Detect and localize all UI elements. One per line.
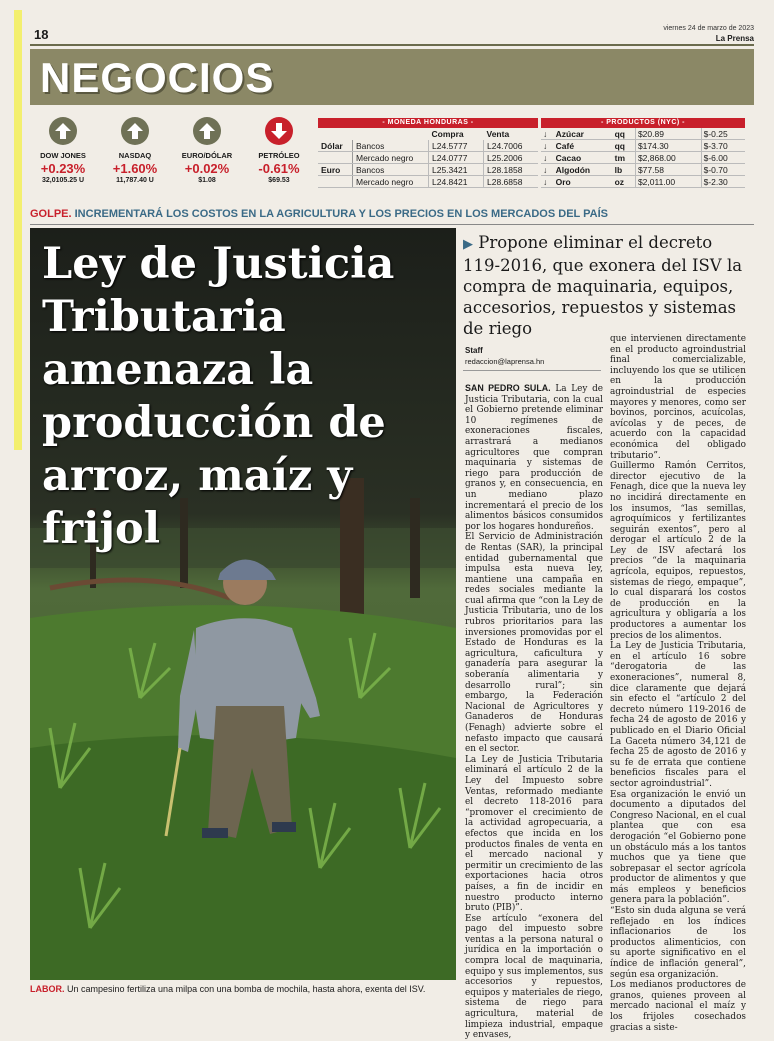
index-arrow-2: [193, 117, 221, 145]
table-row: [541, 128, 745, 140]
product-change: $-6.00: [701, 152, 745, 164]
arrow-up-icon: [125, 121, 145, 141]
index-change: +0.23%: [40, 161, 86, 176]
highlighter-mark: [14, 10, 22, 450]
index-name: NASDAQ: [118, 151, 152, 160]
index-euro-dolar: [178, 117, 236, 184]
arrow-up-icon: [197, 121, 217, 141]
caption-text: Un campesino fertiliza una milpa con una bomba de mochila, hasta ahora, exenta del ISV.: [67, 984, 426, 994]
section-title: NEGOCIOS: [40, 54, 275, 101]
arrow-down-icon: ↓: [541, 152, 554, 164]
index-change: -0.61%: [258, 161, 300, 176]
arrow-down-icon: ↓: [541, 140, 554, 152]
product-unit: oz: [613, 176, 636, 188]
index-name: PETRÓLEO: [258, 151, 300, 160]
dateline: SAN PEDRO SULA.: [465, 383, 551, 393]
kicker: [30, 208, 608, 220]
arrow-down-icon: ↓: [541, 164, 554, 176]
index-value: 32,0105.25 U: [41, 177, 85, 184]
paragraph: Ese artículo “exonera del pago del impuesto sobre ventas a la persona natural o jurídica en la importación o compra local de maquinaria, equipo y sus implementos, sus accesorios y repuestos, equipos y materiales de riego, sistema de riego para agricultura, material de limpieza industrial, empaque y envases,: [465, 913, 603, 1041]
page-number: 18: [34, 27, 49, 42]
paragraph: Guillermo Ramón Cerritos, director ejecutivo de la Fenagh, dice que la nueva ley no incidirá directamente en los insumos, “las semillas, agroquímicos y fertilizantes seguirán exentos”, pero al derogar el artículo 2 de la Ley de ISV afectará los precios “de la maquinaria agrícola, equipos, repuestos, sistemas de riego, empaque”, lo cual disparará los costos de producción en la agricultura y obligaría a los productores a aumentar los precios de los alimentos.: [610, 461, 746, 641]
table-row: [541, 176, 745, 188]
index-name: DOW JONES: [40, 151, 86, 160]
paragraph: La Ley de Justicia Tributaria, en el artículo 16 sobre “derogatoria de las exoneraciones”, numeral 8, dice claramente que dejará sin efecto el “artículo 2 del decreto número 119-2016 de fecha 24 de agosto de 2016 y publicado en el Diario Oficial La Gaceta número 34,121 de fecha 25 de agosto de 2016 y su fe de errata que contiene beneficios fiscales para el sector agroindustrial”.: [610, 641, 746, 789]
product-name: Cacao: [554, 152, 613, 164]
paragraph-text: La Ley de Justicia Tributaria, con la cual el Gobierno pretende eliminar 10 regímenes de exoneraciones fiscales, arrastrará a medianos agricultores que compran maquinaria y sistemas de riego para producción de granos y, en consecuencia, en un mediano plazo incrementará el precio de los alimentos básicos consumidos por los hogares hondureños.: [465, 384, 604, 532]
index-arrow-0: [49, 117, 77, 145]
index-change: +0.02%: [184, 161, 230, 176]
product-unit: tm: [613, 152, 636, 164]
byline-email[interactable]: redaccion@laprensa.hn: [465, 357, 545, 366]
paragraph: [465, 383, 603, 532]
product-unit: qq: [613, 128, 636, 140]
sell-rate: L24.7006: [484, 140, 539, 152]
product-name: Café: [554, 140, 613, 152]
index-petroleo: [250, 117, 308, 184]
paragraph: “Esto sin duda alguna se verá reflejado en los índices inflacionarios de los productos alimenticios, con su aporte significativo en el índice de inflación general”, según esa organización.: [610, 906, 746, 980]
kicker-rule: [30, 224, 754, 225]
caption-tag: LABOR.: [30, 984, 65, 994]
table-row: [541, 152, 745, 164]
body-column-1: [465, 383, 603, 1041]
product-unit: lb: [613, 164, 636, 176]
sell-rate: L28.1858: [484, 164, 539, 176]
currency-name: Dólar: [318, 140, 353, 152]
kicker-text: INCREMENTARÁ LOS COSTOS EN LA AGRICULTURA Y LOS PRECIOS EN LOS MERCADOS DEL PAÍS: [74, 208, 608, 220]
sell-header: Venta: [486, 129, 510, 139]
table-row: [318, 176, 538, 188]
section-header: [30, 49, 754, 105]
byline-author: Staff: [465, 346, 483, 355]
currency-name: [318, 152, 353, 164]
product-change: $-0.25: [701, 128, 745, 140]
index-change: +1.60%: [112, 161, 158, 176]
market-name: Bancos: [353, 140, 429, 152]
deck-text: Propone eliminar el decreto 119-2016, que exonera del ISV la compra de maquinaria, equipos, accesorios, repuestos y sistemas de riego: [463, 233, 743, 338]
index-dow-jones: [34, 117, 92, 184]
index-nasdaq: [106, 117, 164, 184]
currency-table: [318, 118, 538, 188]
paragraph: La Ley de Justicia Tributaria eliminará el artículo 2 de la Ley del Impuesto sobre Ventas, reformado mediante el decreto 118-2016 para “promover el crecimiento de la actividad agropecuaria, a efectos que incida en los productos finales de venta en el mercado nacional y permitir un crecimiento de las exportaciones hacia otros países, a fin de incidir en nuestro producto interno bruto (PIB)”.: [465, 754, 603, 914]
index-value: $69.53: [268, 177, 290, 184]
currency-name: Euro: [318, 164, 353, 176]
currency-table-title: - MONEDA HONDURAS -: [318, 118, 538, 128]
arrow-down-icon: ↓: [541, 176, 554, 188]
table-row: [318, 140, 538, 152]
lead-photo: [30, 228, 456, 980]
market-name: Bancos: [353, 164, 429, 176]
deck: [463, 232, 748, 339]
product-price: $20.89: [635, 128, 701, 140]
table-row: [318, 164, 538, 176]
paragraph: Los medianos productores de granos, quienes proveen al mercado nacional el maíz y los frijoles cosechados gracias a siste-: [610, 980, 746, 1033]
product-price: $2,868.00: [635, 152, 701, 164]
index-name: EURO/DÓLAR: [181, 151, 233, 160]
currency-name: [318, 176, 353, 188]
product-change: $-3.70: [701, 140, 745, 152]
paragraph: Esa organización le envió un documento a diputados del Congreso Nacional, en el cual plantea que con esa derogación “el Gobierno pone un obstáculo más a los tantos muchos que ya tiene que sobrepasar el sector agrícola productor de alimentos y que más empleos y beneficios genera para la población”.: [610, 789, 746, 906]
index-value: 11,787.40 U: [116, 177, 154, 184]
sell-rate: L25.2006: [484, 152, 539, 164]
top-rule: [30, 44, 754, 46]
buy-rate: L24.8421: [429, 176, 484, 188]
market-name: Mercado negro: [353, 152, 429, 164]
arrow-down-icon: [269, 121, 289, 141]
buy-header: Compra: [431, 129, 464, 139]
byline-rule: [463, 370, 601, 371]
product-name: Algodón: [554, 164, 613, 176]
newspaper-name: La Prensa: [715, 34, 754, 43]
play-arrow-icon: ▶: [463, 237, 473, 252]
product-price: $174.30: [635, 140, 701, 152]
buy-rate: L25.3421: [429, 164, 484, 176]
index-arrow-1: [121, 117, 149, 145]
market-name: Mercado negro: [353, 176, 429, 188]
products-table-title: - PRODUCTOS (NYC) -: [541, 118, 745, 128]
paragraph: que intervienen directamente en el producto agroindustrial final comercializable, incluyendo los que se utilicen en la producción agroindustrial de especies mayores y menores, como ser bovinos, porcinos, acuícolas, avícolas y de peces, de acuerdo con la capacidad económica del obligado tributario”.: [610, 334, 746, 461]
product-name: Oro: [554, 176, 613, 188]
product-change: $-0.70: [701, 164, 745, 176]
issue-date: viernes 24 de marzo de 2023: [663, 25, 754, 32]
sell-rate: L28.6858: [484, 176, 539, 188]
buy-rate: L24.0777: [429, 152, 484, 164]
table-row: [541, 164, 745, 176]
table-row: [541, 140, 745, 152]
products-table: [541, 118, 745, 188]
product-name: Azúcar: [554, 128, 613, 140]
buy-rate: L24.5777: [429, 140, 484, 152]
product-price: $2,011.00: [635, 176, 701, 188]
index-value: $1.08: [198, 177, 216, 184]
arrow-down-icon: ↓: [541, 128, 554, 140]
table-row: [318, 152, 538, 164]
kicker-tag: GOLPE.: [30, 208, 72, 220]
paragraph: El Servicio de Administración de Rentas (SAR), la principal entidad gubernamental que impulsa esta nueva ley, mantiene una campaña en redes sociales mediante la cual afirma que “con la Ley de Justicia Tributaria, uno de los rubros prioritarios para las inversiones promovidas por el Estado de Honduras es la agricultura, caficultura y ganadería para asegurar la soberanía alimentaria y desarrollo rural”; sin embargo, la Federación Nacional de Agricultores y Ganaderos de Honduras (Fenagh) advierte sobre el nefasto impacto que causará en el sector.: [465, 532, 603, 755]
product-change: $-2.30: [701, 176, 745, 188]
body-column-2: [610, 334, 746, 1033]
index-arrow-3: [265, 117, 293, 145]
product-price: $77.58: [635, 164, 701, 176]
photo-caption: [30, 984, 460, 994]
product-unit: qq: [613, 140, 636, 152]
headline: Ley de Justicia Tributaria amenaza la producción de arroz, maíz y frijol: [42, 239, 395, 554]
arrow-up-icon: [53, 121, 73, 141]
